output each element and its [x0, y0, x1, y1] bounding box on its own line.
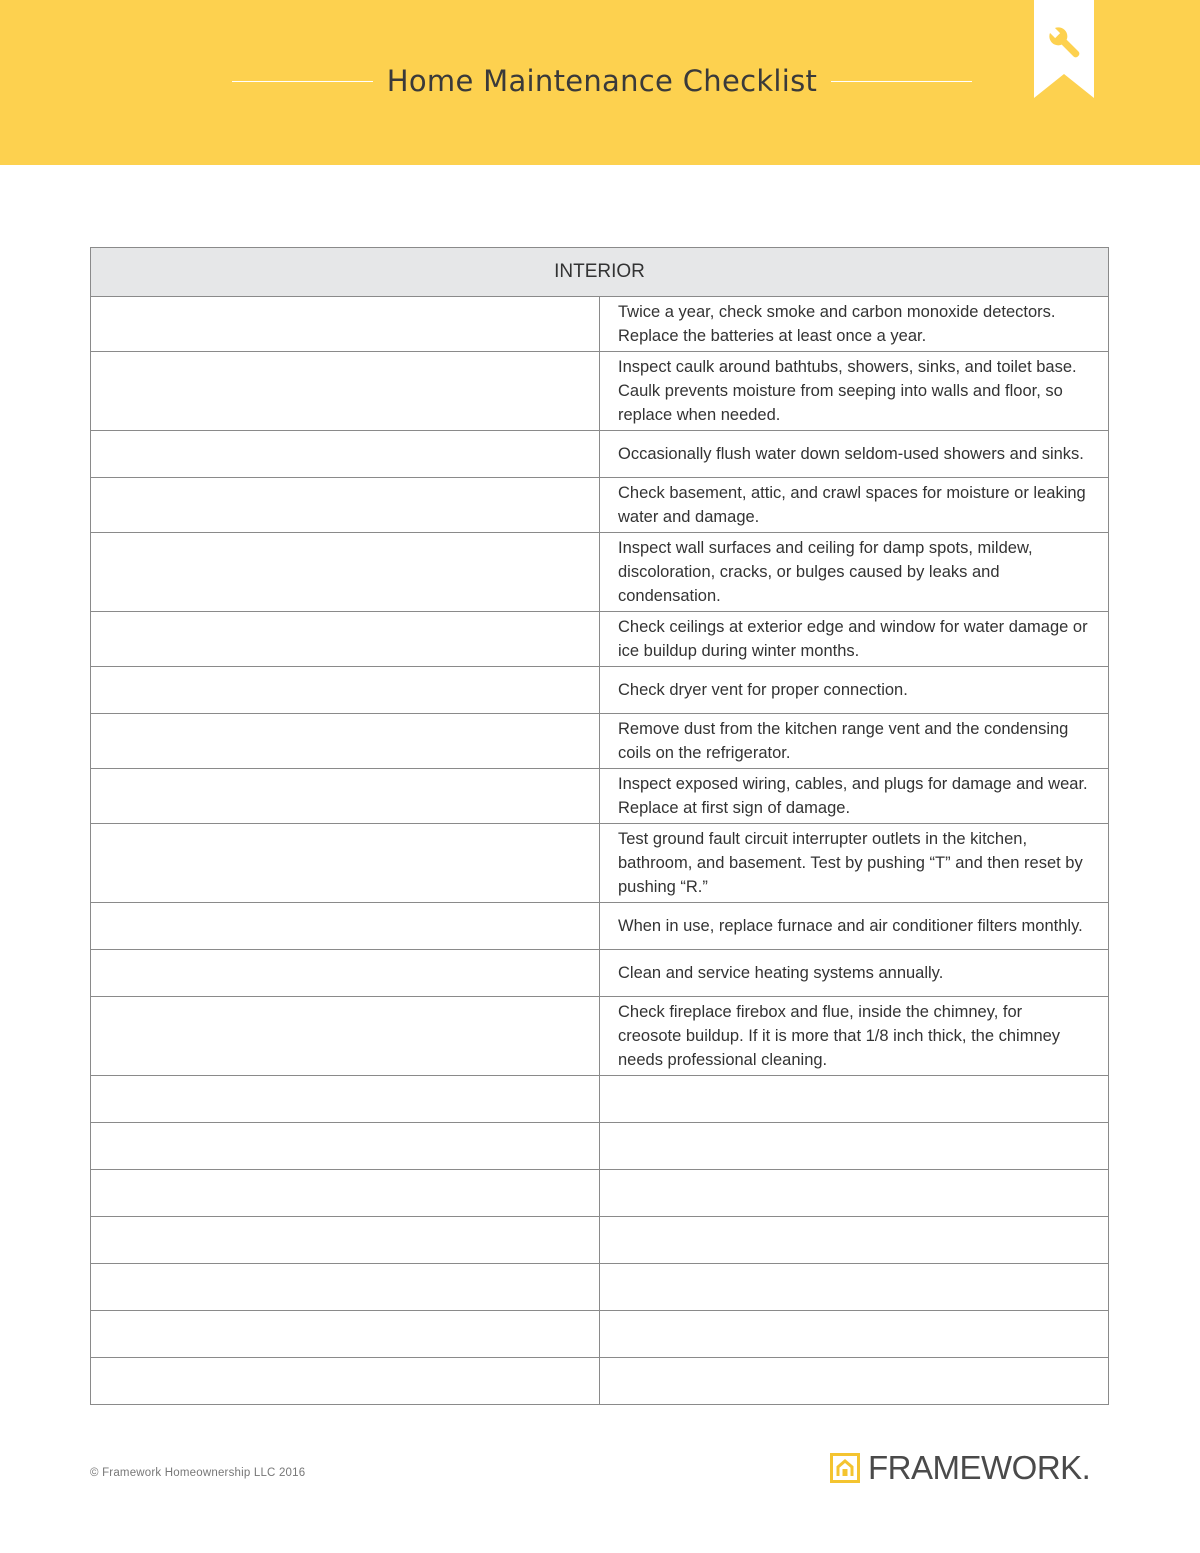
checklist-row-blank: [91, 1264, 1109, 1311]
check-box-cell[interactable]: [91, 1264, 600, 1311]
bookmark-ribbon: [1034, 0, 1094, 98]
task-text: Inspect wall surfaces and ceiling for damp spots, mildew, discoloration, cracks, or bulges caused by leaks and condensation.: [600, 533, 1109, 612]
check-box-cell[interactable]: [91, 1076, 600, 1123]
task-text-blank[interactable]: [600, 1123, 1109, 1170]
checklist-row-blank: [91, 1358, 1109, 1405]
task-text: Twice a year, check smoke and carbon monoxide detectors. Replace the batteries at least once a year.: [600, 297, 1109, 352]
checklist-row-blank: [91, 1170, 1109, 1217]
page-title: Home Maintenance Checklist: [386, 64, 818, 98]
checklist-row: [91, 769, 1109, 824]
task-text: Occasionally flush water down seldom-used showers and sinks.: [600, 431, 1109, 478]
logo-wordmark: FRAMEWORK.: [868, 1449, 1091, 1486]
task-text: Check ceilings at exterior edge and window for water damage or ice buildup during winter months.: [600, 612, 1109, 667]
checklist-table: [90, 247, 1109, 1405]
task-text: Check fireplace firebox and flue, inside the chimney, for creosote buildup. If it is more that 1/8 inch thick, the chimney needs professional cleaning.: [600, 997, 1109, 1076]
checklist-row-blank: [91, 1217, 1109, 1264]
task-text-blank[interactable]: [600, 1264, 1109, 1311]
check-box-cell[interactable]: [91, 769, 600, 824]
task-text: Inspect caulk around bathtubs, showers, sinks, and toilet base. Caulk prevents moisture from seeping into walls and floor, so replace when needed.: [600, 352, 1109, 431]
title-rule-left: [232, 81, 373, 82]
house-frame-icon: [830, 1453, 860, 1483]
check-box-cell[interactable]: [91, 1123, 600, 1170]
check-box-cell[interactable]: [91, 1311, 600, 1358]
section-heading: INTERIOR: [91, 248, 1109, 297]
section-header-row: [91, 248, 1109, 297]
checklist-row: [91, 903, 1109, 950]
check-box-cell[interactable]: [91, 1358, 600, 1405]
checklist-row: [91, 824, 1109, 903]
checklist-row: [91, 297, 1109, 352]
check-box-cell[interactable]: [91, 1170, 600, 1217]
task-text: Check basement, attic, and crawl spaces for moisture or leaking water and damage.: [600, 478, 1109, 533]
check-box-cell[interactable]: [91, 714, 600, 769]
checklist-row: [91, 612, 1109, 667]
check-box-cell[interactable]: [91, 1217, 600, 1264]
check-box-cell[interactable]: [91, 950, 600, 997]
task-text: When in use, replace furnace and air conditioner filters monthly.: [600, 903, 1109, 950]
checklist-row: [91, 352, 1109, 431]
title-rule-right: [831, 81, 972, 82]
task-text-blank[interactable]: [600, 1311, 1109, 1358]
checklist-row: [91, 950, 1109, 997]
check-box-cell[interactable]: [91, 824, 600, 903]
task-text-blank[interactable]: [600, 1217, 1109, 1264]
check-box-cell[interactable]: [91, 667, 600, 714]
check-box-cell[interactable]: [91, 997, 600, 1076]
check-box-cell[interactable]: [91, 297, 600, 352]
checklist-row: [91, 667, 1109, 714]
checklist-row-blank: [91, 1311, 1109, 1358]
task-text: Test ground fault circuit interrupter outlets in the kitchen, bathroom, and basement. Test by pushing “T” and then reset by pushing “R.”: [600, 824, 1109, 903]
check-box-cell[interactable]: [91, 431, 600, 478]
title-bar: [232, 58, 972, 104]
checklist-row-blank: [91, 1123, 1109, 1170]
check-box-cell[interactable]: [91, 612, 600, 667]
checklist-row: [91, 997, 1109, 1076]
task-text: Clean and service heating systems annually.: [600, 950, 1109, 997]
check-box-cell[interactable]: [91, 533, 600, 612]
checklist-row-blank: [91, 1076, 1109, 1123]
checklist-row: [91, 478, 1109, 533]
checklist-row: [91, 714, 1109, 769]
checklist-row: [91, 431, 1109, 478]
check-box-cell[interactable]: [91, 903, 600, 950]
copyright-notice: © Framework Homeownership LLC 2016: [90, 1467, 306, 1479]
check-box-cell[interactable]: [91, 352, 600, 431]
framework-logo: [830, 1448, 1090, 1488]
check-box-cell[interactable]: [91, 478, 600, 533]
checklist-row: [91, 533, 1109, 612]
task-text: Check dryer vent for proper connection.: [600, 667, 1109, 714]
task-text: Inspect exposed wiring, cables, and plugs for damage and wear. Replace at first sign of damage.: [600, 769, 1109, 824]
task-text-blank[interactable]: [600, 1076, 1109, 1123]
task-text-blank[interactable]: [600, 1170, 1109, 1217]
task-text-blank[interactable]: [600, 1358, 1109, 1405]
task-text: Remove dust from the kitchen range vent and the condensing coils on the refrigerator.: [600, 714, 1109, 769]
